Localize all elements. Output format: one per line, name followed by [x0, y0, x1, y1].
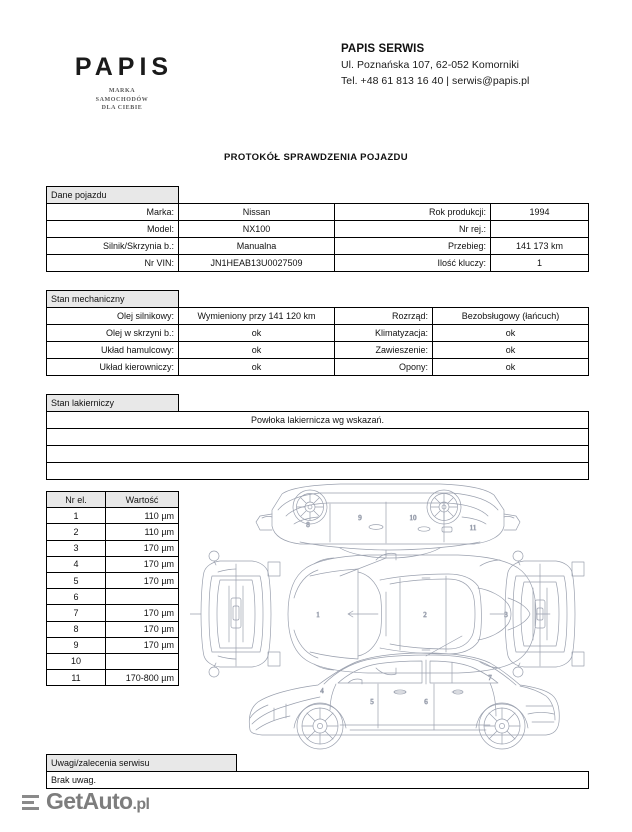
- company-address: Ul. Poznańska 107, 62-052 Komorniki: [341, 59, 520, 72]
- table-row: [47, 772, 589, 789]
- notes-section-title: Uwagi/zalecenia serwisu: [47, 755, 237, 772]
- wheel-front-side: [297, 703, 343, 749]
- paint-state-row-4: [47, 463, 589, 480]
- measurement-number-7: 7: [47, 605, 106, 621]
- measurement-number-5: 5: [47, 572, 106, 588]
- diagram-view-plan: [288, 553, 550, 675]
- table-row: [47, 238, 589, 255]
- vehicle-data-section-title: Dane pojazdu: [47, 187, 179, 204]
- field-value-uklad-kierowniczy: ok: [179, 359, 335, 376]
- diagram-label-2: 2: [423, 611, 427, 619]
- diagram-label-1: 1: [316, 611, 320, 619]
- measurement-value-5: 170 µm: [106, 572, 179, 588]
- company-name: PAPIS SERWIS: [341, 43, 425, 55]
- field-value-olej-silnikowy: Wymieniony przy 141 120 km: [179, 308, 335, 325]
- diagram-label-6: 6: [424, 698, 428, 706]
- table-row: [47, 221, 589, 238]
- measurements-table: [46, 491, 179, 686]
- field-value-ilosc-kluczy: 1: [491, 255, 589, 272]
- car-element-diagram: [190, 480, 590, 750]
- company-contact-block: [341, 41, 529, 90]
- field-label-marka: Marka:: [47, 204, 179, 221]
- wheel-front-top: [293, 490, 327, 524]
- hamburger-icon: [22, 793, 39, 810]
- service-notes-table: [46, 754, 589, 789]
- logo-tagline-line-2: SAMOCHODÓW: [95, 96, 149, 103]
- measurement-value-4: 170 µm: [106, 556, 179, 572]
- measurement-number-6: 6: [47, 589, 106, 605]
- field-label-olej-silnikowy: Olej silnikowy:: [47, 308, 179, 325]
- field-value-rozrzad: Bezobsługowy (łańcuch): [433, 308, 589, 325]
- field-value-przebieg: 141 173 km: [491, 238, 589, 255]
- field-label-przebieg: Przebieg:: [335, 238, 491, 255]
- diagram-view-rear: [490, 551, 584, 677]
- field-value-uklad-hamulcowy: ok: [179, 342, 335, 359]
- table-section-header-row: [47, 291, 589, 308]
- measurement-value-1: 110 µm: [106, 508, 179, 524]
- table-row: [47, 255, 589, 272]
- measurement-value-11: 170-800 µm: [106, 670, 179, 686]
- getauto-watermark: [22, 790, 149, 813]
- field-label-opony: Opony:: [335, 359, 433, 376]
- diagram-label-11: 11: [469, 524, 477, 532]
- table-row: [47, 508, 179, 524]
- measurement-number-10: 10: [47, 653, 106, 669]
- getauto-brand-main: GetAuto: [46, 788, 133, 814]
- diagram-view-front: [190, 551, 280, 677]
- measurements-header-row: [47, 492, 179, 508]
- diagram-label-8: 8: [306, 521, 310, 529]
- table-row: [47, 621, 179, 637]
- logo-wordmark: PAPIS: [74, 53, 174, 81]
- table-row: [47, 308, 589, 325]
- measurement-value-6: [106, 589, 179, 605]
- measurement-value-8: 170 µm: [106, 621, 179, 637]
- field-value-model: NX100: [179, 221, 335, 238]
- spacer-cell: [237, 755, 589, 772]
- field-label-nr-rej: Nr rej.:: [335, 221, 491, 238]
- measurement-value-7: 170 µm: [106, 605, 179, 621]
- diagram-label-10: 10: [409, 514, 417, 522]
- measurement-number-9: 9: [47, 637, 106, 653]
- table-row: [47, 342, 589, 359]
- field-value-zawieszenie: ok: [433, 342, 589, 359]
- field-label-uklad-kierowniczy: Układ kierowniczy:: [47, 359, 179, 376]
- measurement-value-3: 170 µm: [106, 540, 179, 556]
- table-section-header-row: [47, 755, 589, 772]
- measurement-number-8: 8: [47, 621, 106, 637]
- logo-tagline-line-1: MARKA: [108, 88, 136, 94]
- diagram-view-side: [249, 636, 559, 749]
- notes-content: Brak uwag.: [47, 772, 589, 789]
- mechanical-state-section-title: Stan mechaniczny: [47, 291, 179, 308]
- field-label-rozrzad: Rozrząd:: [335, 308, 433, 325]
- page-footer: [0, 790, 632, 832]
- getauto-brand-text: [46, 790, 149, 813]
- spacer-cell: [179, 395, 589, 412]
- logo-tagline: [57, 87, 187, 113]
- measurement-number-1: 1: [47, 508, 106, 524]
- field-label-silnik-skrzynia: Silnik/Skrzynia b.:: [47, 238, 179, 255]
- table-row: [47, 572, 179, 588]
- spacer-cell: [179, 291, 335, 308]
- field-label-ilosc-kluczy: Ilość kluczy:: [335, 255, 491, 272]
- field-label-uklad-hamulcowy: Układ hamulcowy:: [47, 342, 179, 359]
- table-section-header-row: [47, 187, 589, 204]
- company-contact: Tel. +48 61 813 16 40 | serwis@papis.pl: [341, 75, 530, 88]
- table-row: [47, 589, 179, 605]
- spacer-cell: [491, 187, 589, 204]
- paint-state-table: [46, 394, 589, 480]
- diagram-label-7: 7: [488, 674, 492, 682]
- diagram-view-roof-top: [256, 484, 520, 576]
- table-section-header-row: [47, 395, 589, 412]
- diagram-label-5: 5: [370, 698, 374, 706]
- mechanical-state-table: [46, 290, 589, 376]
- diagram-label-4: 4: [320, 687, 324, 695]
- diagram-label-9: 9: [358, 514, 362, 522]
- table-row: [47, 429, 589, 446]
- field-label-rok-produkcji: Rok produkcji:: [335, 204, 491, 221]
- paint-state-row-3: [47, 446, 589, 463]
- field-label-olej-skrzynia: Olej w skrzyni b.:: [47, 325, 179, 342]
- field-value-olej-skrzynia: ok: [179, 325, 335, 342]
- measurement-value-10: [106, 653, 179, 669]
- field-label-zawieszenie: Zawieszenie:: [335, 342, 433, 359]
- table-row: [47, 325, 589, 342]
- table-row: [47, 524, 179, 540]
- field-label-klimatyzacja: Klimatyzacja:: [335, 325, 433, 342]
- spacer-cell: [335, 291, 433, 308]
- spacer-cell: [335, 187, 491, 204]
- spacer-cell: [179, 187, 335, 204]
- measurements-header-value: Wartość: [106, 492, 179, 508]
- paint-state-row-2: [47, 429, 589, 446]
- table-row: [47, 463, 589, 480]
- table-row: [47, 605, 179, 621]
- measurement-number-11: 11: [47, 670, 106, 686]
- measurement-value-2: 110 µm: [106, 524, 179, 540]
- table-row: [47, 556, 179, 572]
- field-label-model: Model:: [47, 221, 179, 238]
- field-value-klimatyzacja: ok: [433, 325, 589, 342]
- field-value-marka: Nissan: [179, 204, 335, 221]
- papis-logo: [57, 55, 187, 113]
- field-value-opony: ok: [433, 359, 589, 376]
- measurement-value-9: 170 µm: [106, 637, 179, 653]
- measurement-number-3: 3: [47, 540, 106, 556]
- table-row: [47, 204, 589, 221]
- paint-state-section-title: Stan lakierniczy: [47, 395, 179, 412]
- measurements-header-number: Nr el.: [47, 492, 106, 508]
- field-value-silnik-skrzynia: Manualna: [179, 238, 335, 255]
- table-row: [47, 540, 179, 556]
- field-value-nr-vin: JN1HEAB13U0027509: [179, 255, 335, 272]
- measurement-number-4: 4: [47, 556, 106, 572]
- field-value-nr-rej: [491, 221, 589, 238]
- table-row: [47, 446, 589, 463]
- field-value-rok-produkcji: 1994: [491, 204, 589, 221]
- page-title: PROTOKÓŁ SPRAWDZENIA POJAZDU: [224, 152, 408, 163]
- paint-state-row-1: Powłoka lakiernicza wg wskazań.: [47, 412, 589, 429]
- vehicle-data-table: [46, 186, 589, 272]
- table-row: [47, 670, 179, 686]
- table-row: [47, 359, 589, 376]
- table-row: [47, 412, 589, 429]
- wheel-rear-side: [479, 703, 525, 749]
- spacer-cell: [433, 291, 589, 308]
- table-row: [47, 637, 179, 653]
- logo-tagline-line-3: DLA CIEBIE: [101, 105, 143, 112]
- field-label-nr-vin: Nr VIN:: [47, 255, 179, 272]
- getauto-brand-tld: .pl: [132, 796, 150, 813]
- diagram-label-3: 3: [504, 611, 508, 619]
- document-header: [0, 0, 632, 130]
- measurement-number-2: 2: [47, 524, 106, 540]
- table-row: [47, 653, 179, 669]
